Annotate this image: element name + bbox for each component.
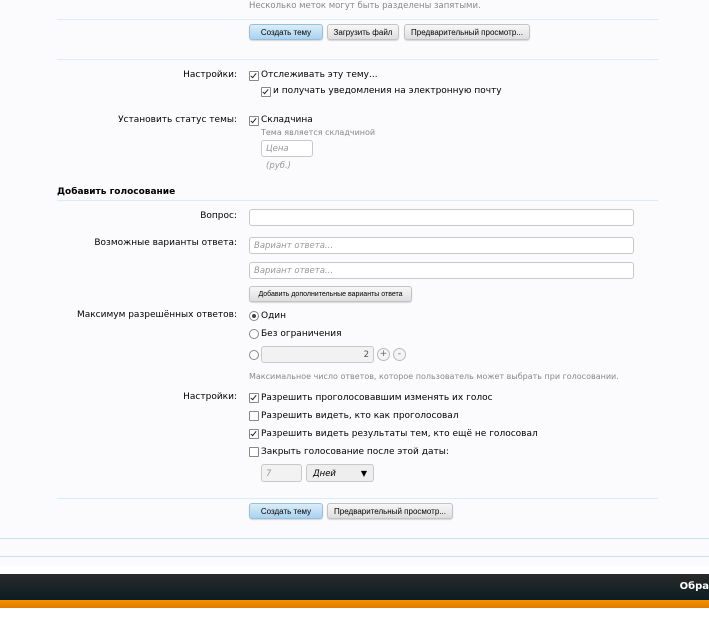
question-input[interactable] <box>249 209 634 226</box>
max-answers-label: Максимум разрешённых ответов: <box>76 310 237 320</box>
preview-button[interactable]: Предварительный просмотр... <box>404 24 530 40</box>
divider <box>57 498 658 499</box>
allow-see-who-label: Разрешить видеть, кто как проголосовал <box>261 411 459 421</box>
add-more-answers-button[interactable]: Добавить дополнительные варианты ответа <box>249 286 412 302</box>
watch-checkbox[interactable] <box>249 71 259 81</box>
poll-settings-label: Настройки: <box>183 392 237 402</box>
allow-change-checkbox[interactable] <box>249 393 259 403</box>
allow-see-who-checkbox[interactable] <box>249 411 259 421</box>
skladchina-checkbox[interactable] <box>249 116 259 126</box>
answers-label: Возможные варианты ответа: <box>94 238 237 248</box>
skladchina-hint: Тема является складчиной <box>261 128 376 137</box>
close-after-unit-value: Дней <box>313 469 336 479</box>
decrement-button[interactable]: - <box>393 348 406 361</box>
close-after-label: Закрыть голосование после этой даты: <box>261 447 449 457</box>
price-input[interactable]: Цена (руб.) <box>261 140 313 157</box>
max-custom-radio[interactable] <box>249 350 259 360</box>
max-one-label: Один <box>261 311 287 321</box>
upload-file-button[interactable]: Загрузить файл <box>327 24 399 40</box>
watch-label: Отслеживать эту тему... <box>261 70 378 80</box>
close-after-checkbox[interactable] <box>249 447 259 457</box>
footer-bar <box>0 574 709 600</box>
divider <box>57 19 658 20</box>
create-thread-bottom-button[interactable]: Создать тему <box>249 503 323 519</box>
settings-label: Настройки: <box>183 70 237 80</box>
allow-see-results-checkbox[interactable] <box>249 429 259 439</box>
max-one-radio[interactable] <box>249 311 259 321</box>
dropdown-arrow-icon: ▼ <box>360 469 367 478</box>
tags-hint: Несколько меток могут быть разделены запятыми. <box>249 1 481 11</box>
preview-bottom-button[interactable]: Предварительный просмотр... <box>327 503 453 519</box>
answer-input-1[interactable]: Вариант ответа... <box>249 237 634 254</box>
max-answers-hint: Максимальное число ответов, которое пользователь может выбрать при голосовании. <box>249 372 619 381</box>
footer-accent <box>0 600 709 608</box>
separator <box>0 538 709 539</box>
footer-link[interactable]: Обра <box>679 581 709 592</box>
close-after-unit-select[interactable] <box>306 464 374 482</box>
divider <box>57 59 658 60</box>
answer-input-2[interactable]: Вариант ответа... <box>249 262 634 279</box>
close-after-input[interactable]: 7 <box>261 464 302 482</box>
create-thread-button[interactable]: Создать тему <box>249 24 323 40</box>
thread-status-label: Установить статус темы: <box>118 115 237 125</box>
skladchina-label: Складчина <box>261 115 313 125</box>
poll-heading: Добавить голосование <box>57 187 176 197</box>
email-label: и получать уведомления на электронную почту <box>273 86 502 96</box>
email-checkbox[interactable] <box>261 87 271 97</box>
allow-see-results-label: Разрешить видеть результаты тем, кто ещё не голосовал <box>261 429 538 439</box>
question-label: Вопрос: <box>200 211 237 221</box>
max-unlimited-label: Без ограничения <box>261 329 342 339</box>
max-unlimited-radio[interactable] <box>249 329 259 339</box>
increment-button[interactable]: + <box>377 348 390 361</box>
allow-change-label: Разрешить проголосовавшим изменять их голос <box>261 393 493 403</box>
separator <box>0 556 709 557</box>
divider <box>57 200 658 201</box>
max-answers-input[interactable]: 2 <box>261 346 374 363</box>
